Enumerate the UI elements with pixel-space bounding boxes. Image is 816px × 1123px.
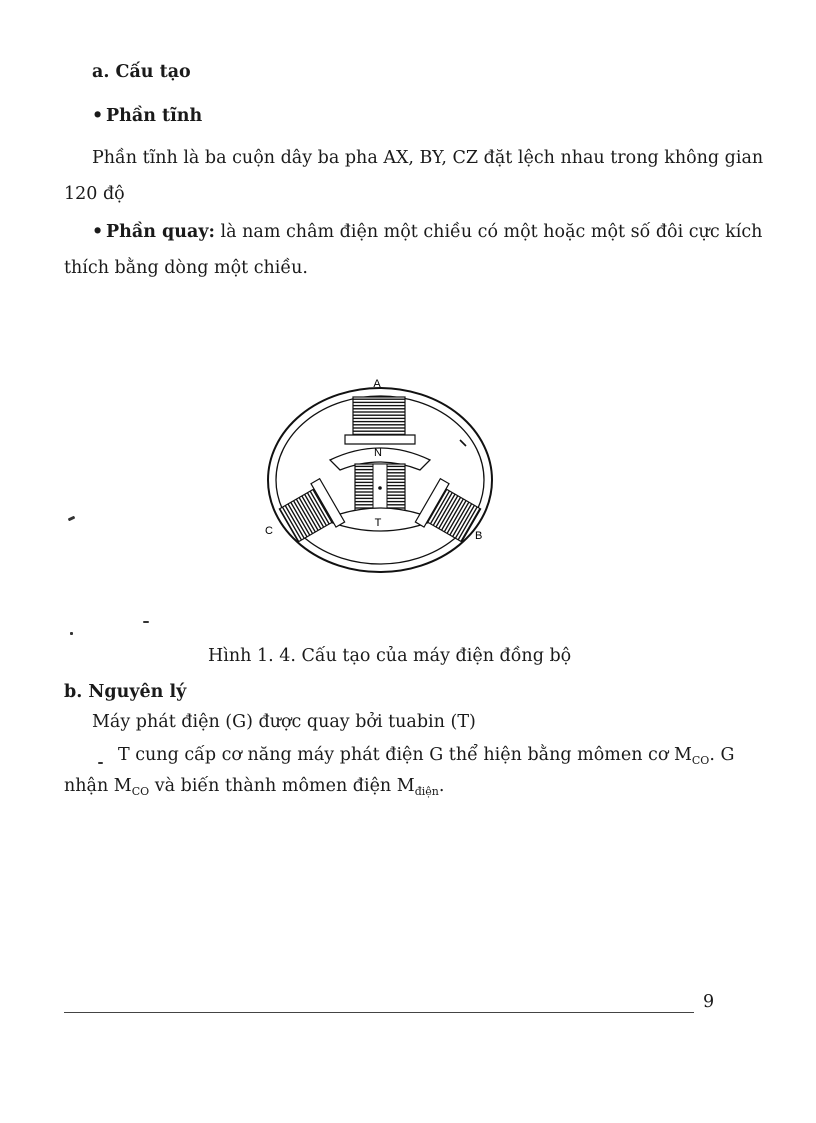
figure-caption: Hình 1. 4. Cấu tạo của máy điện đồng bộ — [208, 646, 572, 666]
bullet-icon: • — [92, 222, 104, 242]
rotation-arrow-icon — [460, 440, 466, 446]
rotor-shaft-dot — [378, 486, 382, 490]
synchronous-machine-diagram — [255, 372, 505, 577]
scan-speck — [70, 632, 73, 635]
bullet-icon: • — [92, 106, 104, 126]
scan-speck — [68, 516, 76, 522]
stator-text-line2: 120 độ — [64, 184, 125, 204]
principle-line3: nhận $M_{CO}$ và biến thành mômen điện $M_{điện}$. — [64, 776, 445, 798]
principle-line2: T cung cấp cơ năng máy phát điện G thể hiện bằng mômen cơ $M_{CO}$. G — [118, 745, 735, 767]
label-a: A — [373, 378, 381, 390]
principle-line1: Máy phát điện (G) được quay bởi tuabin (T) — [92, 712, 476, 732]
scan-speck — [143, 621, 149, 623]
rotor-text-line1: là nam châm điện một chiều có một hoặc một số đôi cực kích — [220, 222, 763, 242]
page-number: 9 — [703, 992, 715, 1012]
stator-heading — [92, 106, 202, 127]
rotor-text-line2: thích bằng dòng một chiều. — [64, 258, 308, 278]
rotor-label: Phần quay: — [106, 222, 215, 242]
label-t: T — [374, 517, 382, 529]
scan-speck — [98, 762, 103, 764]
phase-a-winding — [345, 397, 415, 444]
stator-text-line1: Phần tĩnh là ba cuộn dây ba pha AX, BY, CZ đặt lệch nhau trong không gian — [92, 148, 764, 168]
phase-b-winding — [415, 479, 483, 547]
phase-c-winding — [276, 479, 344, 547]
footer-rule — [64, 1012, 694, 1013]
label-n: N — [374, 447, 382, 459]
label-b: B — [475, 530, 483, 542]
section-b-heading: b. Nguyên lý — [64, 682, 187, 702]
rotor-paragraph-line1 — [92, 222, 763, 243]
label-c: C — [265, 525, 273, 537]
stator-label: Phần tĩnh — [106, 106, 203, 126]
section-a-heading: a. Cấu tạo — [92, 62, 191, 82]
